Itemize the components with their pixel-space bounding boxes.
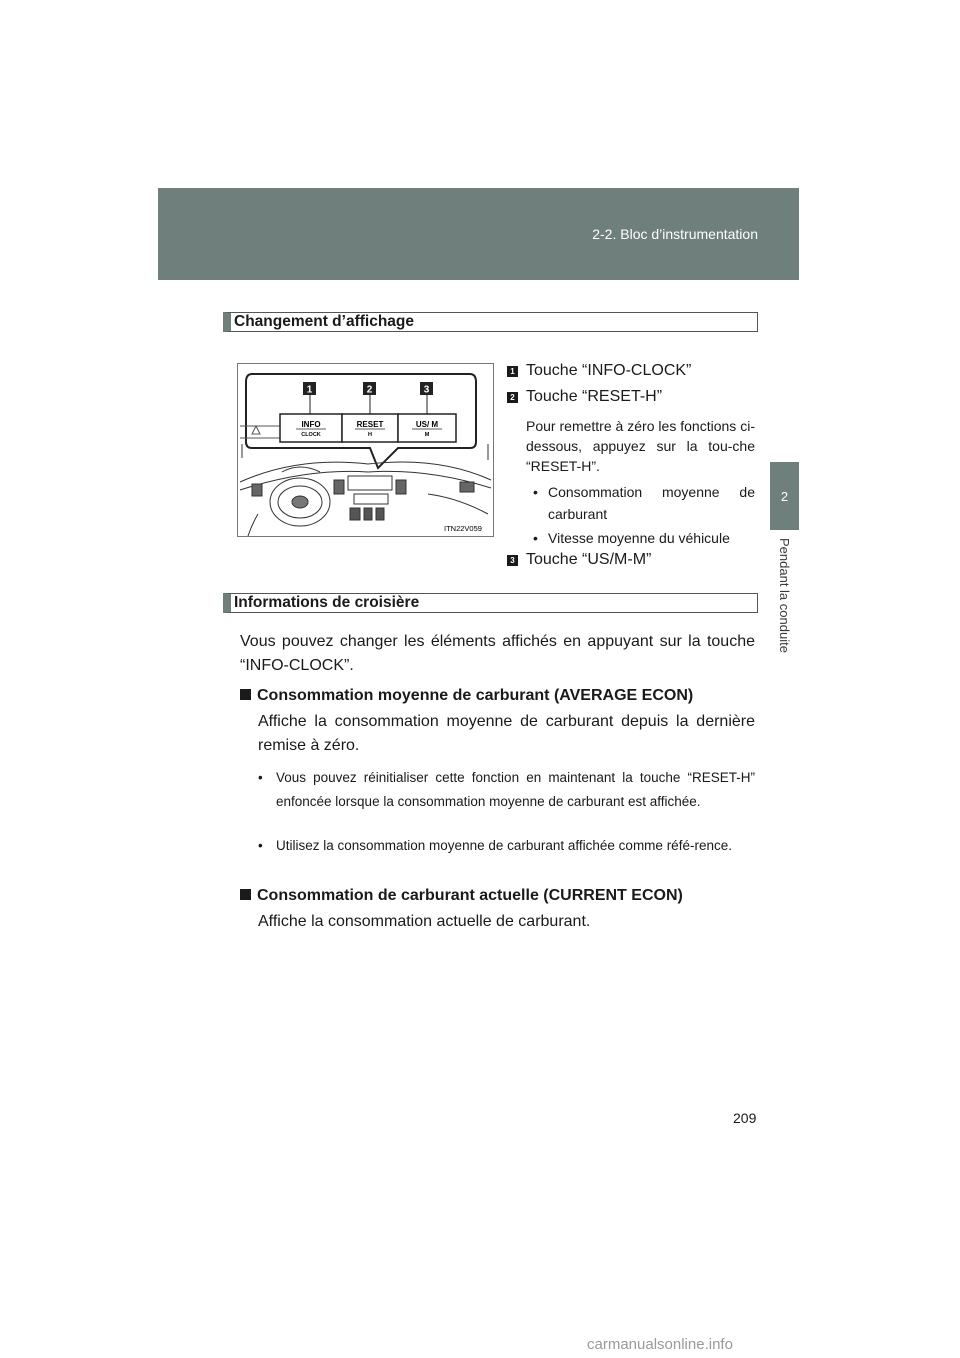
chapter-tab [770,462,799,530]
btn3-bottom: M [424,432,430,438]
section-title: 2-2. Bloc d’instrumentation [592,226,758,242]
btn2-bottom: H [368,432,372,438]
watermark: carmanualsonline.info [587,1336,733,1353]
note-reset: • Vous pouvez réinitialiser cette fonction en maintenant la touche “RESET-H” enfoncée lorsque la consommation moyenne de carburant est affichée. [258,770,755,809]
svg-text:3: 3 [423,384,430,396]
reset-description: Pour remettre à zéro les fonctions ci-dessous, appuyez sur la tou-che “RESET-H”. [526,418,755,474]
svg-text:2: 2 [366,384,373,396]
btn3-top: US/ M [415,420,439,429]
cruise-intro: Vous pouvez changer les éléments affichés en appuyant sur la touche “INFO-CLOCK”. [240,633,755,674]
btn1-bottom: CLOCK [301,432,321,438]
dashboard-illustration [237,363,494,537]
square-bullet-icon [240,889,251,900]
section-heading-cruise-info: Informations de croisière [223,593,758,613]
section-heading-display-change: Changement d’affichage [223,312,758,332]
bullet-speed: • Vitesse moyenne du véhicule [533,530,730,546]
chapter-side-label [774,538,796,718]
dashboard-line-art [240,444,491,536]
chapter-label: Pendant la conduite [777,538,792,653]
btn1-top: INFO [301,420,321,429]
figure-code: ITN22V059 [444,524,482,533]
current-econ-text: Affiche la consommation actuelle de carburant. [258,913,591,930]
note-reference: • Utilisez la consommation moyenne de carburant affichée comme réfé-rence. [258,838,732,853]
average-econ-text: Affiche la consommation moyenne de carburant depuis la dernière remise à zéro. [258,713,755,754]
subheading-average-econ: Consommation moyenne de carburant (AVERAGE ECON) [240,687,693,705]
svg-text:1: 1 [306,384,313,396]
btn2-top: RESET [356,420,384,429]
chapter-number: 2 [780,489,789,504]
subheading-current-econ: Consommation de carburant actuelle (CURRENT ECON) [240,887,683,905]
chapter-header-band [158,188,799,280]
dashboard-svg [238,364,493,536]
bullet-fuel: • Consommation moyenne de carburant [533,484,755,522]
square-bullet-icon [240,689,251,700]
page-number: 209 [733,1110,757,1126]
